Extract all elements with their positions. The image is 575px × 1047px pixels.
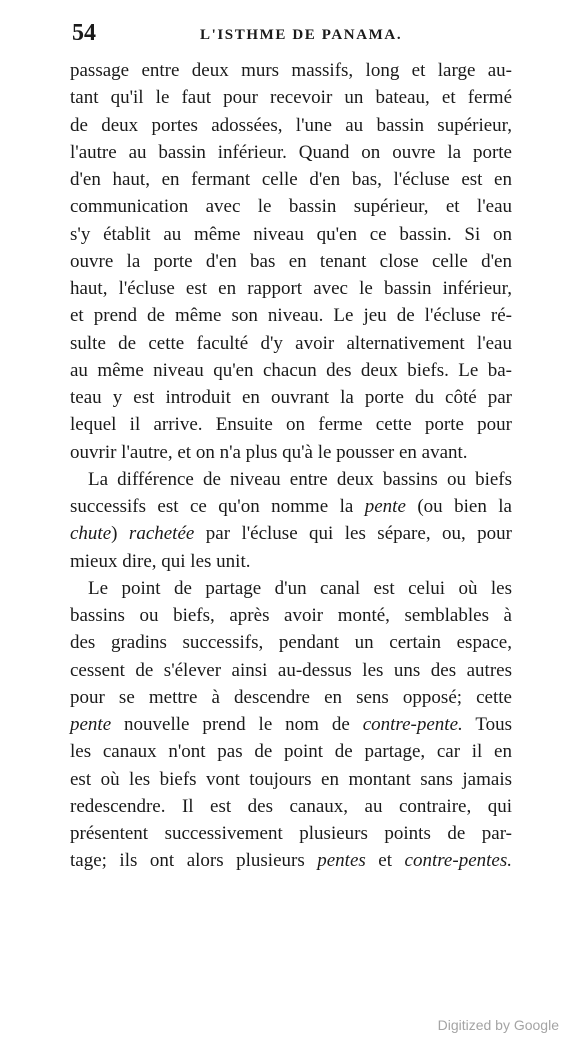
text-line: [70, 711, 512, 738]
text-line: cessent de s'élever ainsi au-dessus les uns des autres: [70, 659, 512, 681]
running-title: L'ISTHME DE PANAMA.: [200, 27, 403, 43]
text-run: successifs est ce qu'on nomme la: [70, 496, 365, 517]
text-run: (ou bien la: [405, 496, 512, 517]
italic-term: chute: [70, 523, 112, 545]
text-run: ): [111, 523, 129, 545]
running-head: [72, 20, 508, 50]
text-line: de deux portes adossées, l'une au bassin supérieur,: [70, 114, 512, 136]
text-run: Tous: [462, 714, 512, 735]
text-line: et prend de même son niveau. Le jeu de l'écluse ré-: [70, 305, 512, 327]
text-line: sulte de cette faculté d'y avoir alternativement l'eau: [70, 332, 512, 354]
text-line: [70, 493, 512, 520]
text-line: bassins ou biefs, après avoir monté, semblables à: [70, 605, 512, 626]
text-line: [70, 847, 512, 874]
text-line: mieux dire, qui les unit.: [70, 550, 251, 572]
text-line: teau y est introduit en ouvrant la porte du côté par: [70, 387, 512, 408]
text-line: [70, 520, 512, 547]
text-line: d'en haut, en fermant celle d'en bas, l'écluse est en: [70, 169, 512, 190]
text-line: s'y établit au même niveau qu'en ce bassin. Si on: [70, 223, 512, 245]
text-line: tant qu'il le faut pour recevoir un bateau, et fermé: [70, 87, 512, 109]
digitized-watermark: Digitized by Google: [437, 1017, 559, 1033]
italic-term: pente: [70, 714, 112, 735]
text-line: l'autre au bassin inférieur. Quand on ouvre la porte: [70, 141, 512, 163]
page-number: 54: [72, 20, 96, 46]
text-run: nouvelle prend le nom de: [111, 714, 363, 735]
text-line: ouvrir l'autre, et on n'a plus qu'à le pousser en avant.: [70, 441, 468, 463]
text-line: des gradins successifs, pendant un certain espace,: [70, 632, 512, 654]
text-run: tage; ils ont alors plusieurs: [70, 850, 318, 872]
italic-term: rachetée: [128, 523, 195, 545]
text-run: et: [365, 850, 405, 872]
text-line: lequel il arrive. Ensuite on ferme cette porte pour: [70, 414, 512, 436]
text-line: ouvre la porte d'en bas en tenant close celle d'en: [70, 250, 512, 272]
italic-term: contre-pentes.: [404, 850, 512, 872]
text-line: communication avec le bassin supérieur, et l'eau: [70, 196, 512, 218]
text-line: pour se mettre à descendre en sens opposé; cette: [70, 686, 512, 708]
text-run: par l'écluse qui les sépare, ou, pour: [194, 523, 513, 545]
body-text: [70, 57, 512, 875]
text-line: passage entre deux murs massifs, long et large au-: [70, 60, 512, 81]
text-line: haut, l'écluse est en rapport avec le bassin inférieur,: [70, 278, 512, 299]
text-line: présentent successivement plusieurs points de par-: [70, 823, 512, 844]
text-line: au même niveau qu'en chacun des deux biefs. Le ba-: [70, 359, 512, 381]
text-line: La différence de niveau entre deux bassins ou biefs: [88, 468, 512, 490]
text-line: est où les biefs vont toujours en montant sans jamais: [70, 768, 512, 790]
text-line: Le point de partage d'un canal est celui où les: [88, 577, 512, 599]
text-line: redescendre. Il est des canaux, au contraire, qui: [70, 795, 512, 817]
text-line: les canaux n'ont pas de point de partage, car il en: [70, 741, 512, 763]
italic-term: pente: [364, 496, 406, 517]
italic-term: pentes: [317, 850, 366, 872]
italic-term: contre-pente.: [362, 714, 463, 735]
